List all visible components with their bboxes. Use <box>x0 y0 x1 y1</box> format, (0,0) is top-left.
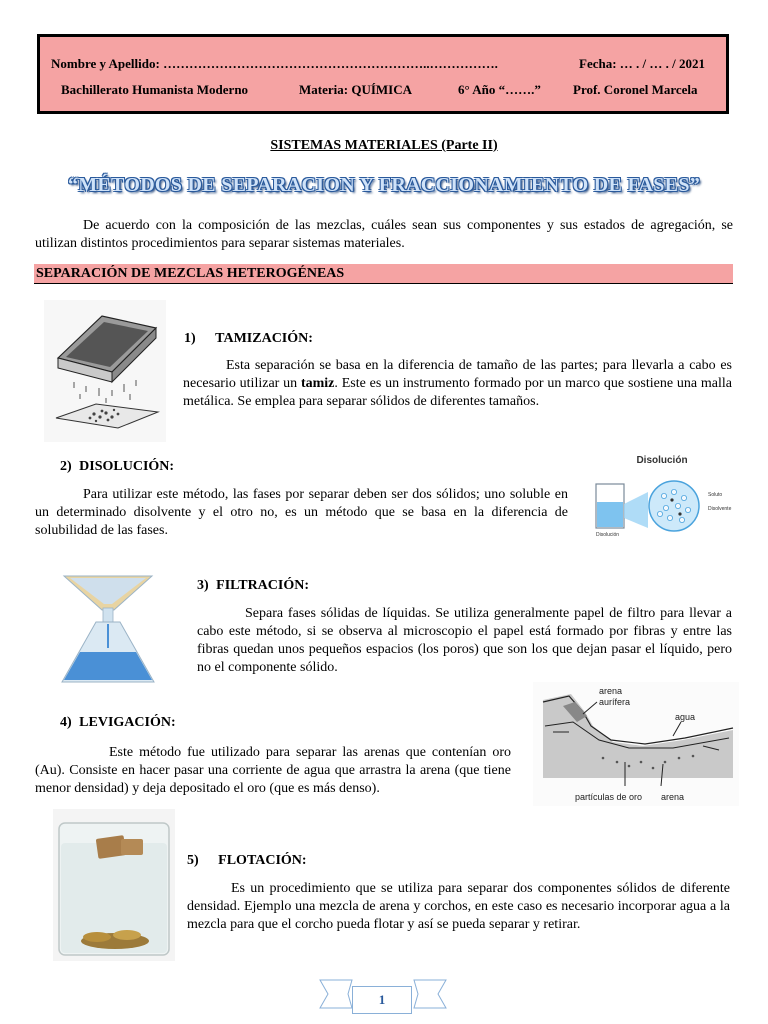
levigation-diagram <box>533 682 739 806</box>
date-field-label: Fecha: … . / … . / 2021 <box>579 56 706 71</box>
method-name: LEVIGACIÓN: <box>79 715 176 730</box>
teacher-name: Prof. Coronel Marcela <box>573 82 698 97</box>
method-heading-flotacion <box>187 853 307 869</box>
method-text-levigacion: Este método fue utilizado para separar las arenas que contenían oro (Au). Consiste en hacer pasar una corriente de agua que arrastra la arena (que tiene menor densidad) y deja depositado el oro (que es más denso). <box>35 745 511 796</box>
main-title: “MÉTODOS DE SEPARACION Y FRACCIONAMIENTO DE FASES” <box>67 174 701 196</box>
year-label: 6° Año “…….” <box>458 82 541 97</box>
method-number: 4) <box>60 715 72 730</box>
method-name: DISOLUCIÓN: <box>79 459 175 474</box>
agua-label: agua <box>675 712 696 722</box>
method-number: 5) <box>187 853 199 868</box>
document-title: SISTEMAS MATERIALES (Parte II) <box>270 138 498 153</box>
dissolution-diagram <box>582 448 742 540</box>
page-number: 1 <box>352 986 412 1014</box>
school-name: Bachillerato Humanista Moderno <box>61 82 249 97</box>
header-box <box>37 34 729 114</box>
method-text-disolucion: Para utilizar este método, las fases por separar deben ser dos sólidos; uno soluble en un determinado disolvente y el otro no, es un método que se basa en la diferencia de solubilidad de las fases. <box>35 487 568 538</box>
text-part: Esta separación se basa en la diferencia de tamaño de las partes; para llevarla a cabo es necesario utilizar un <box>183 358 732 391</box>
arena-label: arena <box>599 686 623 696</box>
filtration-funnel-image <box>42 566 168 694</box>
method-text-tamizacion <box>183 357 732 411</box>
particulas-label: partículas de oro <box>575 792 643 802</box>
arena2-label: arena <box>661 792 685 802</box>
section-heading: SEPARACIÓN DE MEZCLAS HETEROGÉNEAS <box>34 264 733 284</box>
method-heading-filtracion <box>197 578 309 594</box>
disolvente-label: Disolvente <box>708 506 732 512</box>
subject-label: Materia: QUÍMICA <box>299 82 412 97</box>
method-name: TAMIZACIÓN: <box>215 331 313 346</box>
method-name: FILTRACIÓN: <box>216 578 310 593</box>
method-text-filtracion: Separa fases sólidas de líquidas. Se utiliza generalmente papel de filtro para llevar a cabo este método, si se observa al microscopio el papel está formado por fibras y entre las fibras quedan unos pequeños espacios (los poros) que son los que dejan pasar el líquido, pero no el componente sólido. <box>197 606 732 675</box>
intro-paragraph: De acuerdo con la composición de las mezclas, cuáles sean sus componentes y sus estados de agregación, se utilizan distintos procedimientos para separar sistemas materiales. <box>35 218 733 251</box>
disolucion-bottom-label: Disolución <box>596 532 620 538</box>
dissolution-title: Disolución <box>636 455 688 466</box>
method-heading-levigacion <box>60 715 176 731</box>
method-heading-disolucion <box>60 459 174 475</box>
method-number: 3) <box>197 578 209 593</box>
sieve-image <box>44 300 166 442</box>
method-heading-tamizacion <box>184 331 313 347</box>
soluto-label: Soluto <box>708 492 723 498</box>
name-field-label: Nombre y Apellido: ……………………………………………………..……………. <box>51 56 498 71</box>
text-part: . Este es un instrumento formado por un marco que sostiene una malla metálica. Se emplea para separar sólidos de diferentes tamaños. <box>183 376 732 409</box>
method-text-flotacion: Es un procedimiento que se utiliza para separar dos componentes sólidos de diferente densidad. Ejemplo una mezcla de arena y corchos, en este caso es necesario incorporar agua a la mezcla para que el corcho pueda flotar y así se pueda separar y retirar. <box>187 881 730 932</box>
method-name: FLOTACIÓN: <box>218 853 307 868</box>
bold-term: tamiz <box>300 376 335 391</box>
method-number: 1) <box>184 331 196 346</box>
aurifera-label: aurífera <box>599 697 631 707</box>
method-number: 2) <box>60 459 72 474</box>
flotation-glass-image <box>53 809 175 961</box>
